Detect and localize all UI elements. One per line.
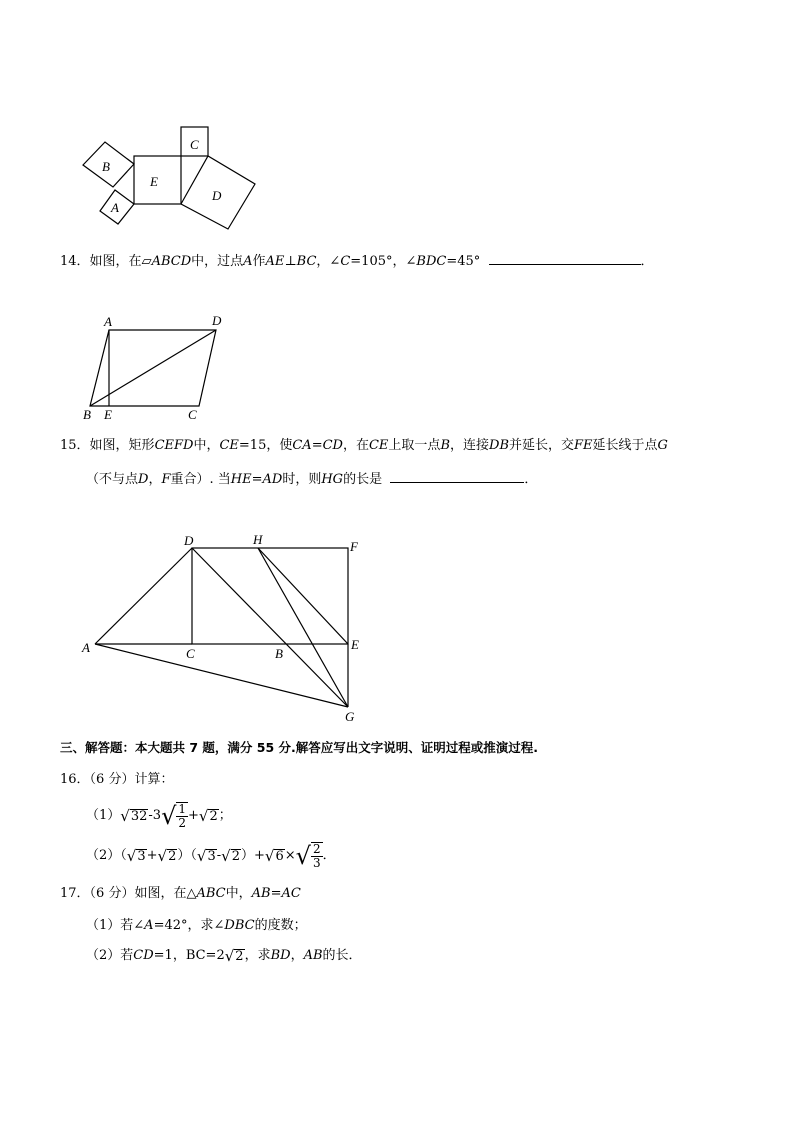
- label-c: C: [190, 137, 199, 152]
- rectangle-cefd: [192, 548, 348, 644]
- label-e: E: [351, 637, 359, 652]
- figure-q15-rectangle: [78, 530, 378, 730]
- label-a: A: [111, 200, 119, 215]
- question-15-line2: （不与点D，F重合）. 当HE=AD时，则HG的长是 ．: [86, 472, 538, 487]
- question-16-part1: （1） √ 32 -3 √ $\frac{1}{2}$ + √ 2 ；: [86, 802, 232, 830]
- section-3-header: 三、解答题：本大题共 7 题，满分 55 分.解答应写出文字说明、证明过程或推演过程.: [60, 740, 538, 755]
- label-e: E: [104, 407, 112, 422]
- label-b: B: [102, 159, 110, 174]
- label-c: C: [186, 646, 195, 661]
- segment-ad: [95, 548, 192, 644]
- segment-hg: [258, 548, 348, 707]
- question-15-line1: 15．如图，矩形CEFD中，CE=15，使CA=CD，在CE上取一点B，连接DB并延长，交FE延长线于点G: [60, 438, 668, 453]
- question-14: 14．如图，在▱ABCD中，过点A作AE⊥BC，∠C=105°，∠BDC=45° ．: [60, 254, 654, 269]
- segment-ag: [95, 644, 348, 707]
- figure-q14-parallelogram: [80, 310, 230, 425]
- label-c: C: [188, 407, 197, 422]
- label-e: E: [150, 174, 158, 189]
- answer-blank-14[interactable]: [489, 252, 641, 265]
- label-b: B: [83, 407, 91, 422]
- label-d: D: [212, 188, 222, 203]
- question-16-part2: （2）（ √ 3 + √ 2 ）（ √ 3 - √ 2 ）+ √ 6 × √ $\frac{2}{3}$ ．: [86, 842, 336, 870]
- label-g: G: [345, 709, 355, 724]
- label-f: F: [350, 539, 358, 554]
- label-d: D: [212, 313, 222, 328]
- label-h: H: [253, 532, 263, 547]
- label-b: B: [275, 646, 283, 661]
- question-17-part1: （1）若∠A=42°，求∠DBC的度数；: [86, 918, 307, 933]
- question-17-part2: （2）若 CD =1，BC=2 √ 2 ，求 BD ， AB 的长．: [86, 947, 362, 965]
- segment-dg: [192, 548, 348, 707]
- question-17-title: 17．（6 分）如图，在△ABC中，AB=AC: [60, 886, 301, 901]
- question-16-title: 16．（6 分）计算：: [60, 772, 174, 787]
- label-d: D: [184, 533, 194, 548]
- label-a: A: [82, 640, 90, 655]
- answer-blank-15[interactable]: [390, 470, 524, 483]
- figure-q13-squares: [80, 120, 270, 230]
- label-a: A: [104, 314, 112, 329]
